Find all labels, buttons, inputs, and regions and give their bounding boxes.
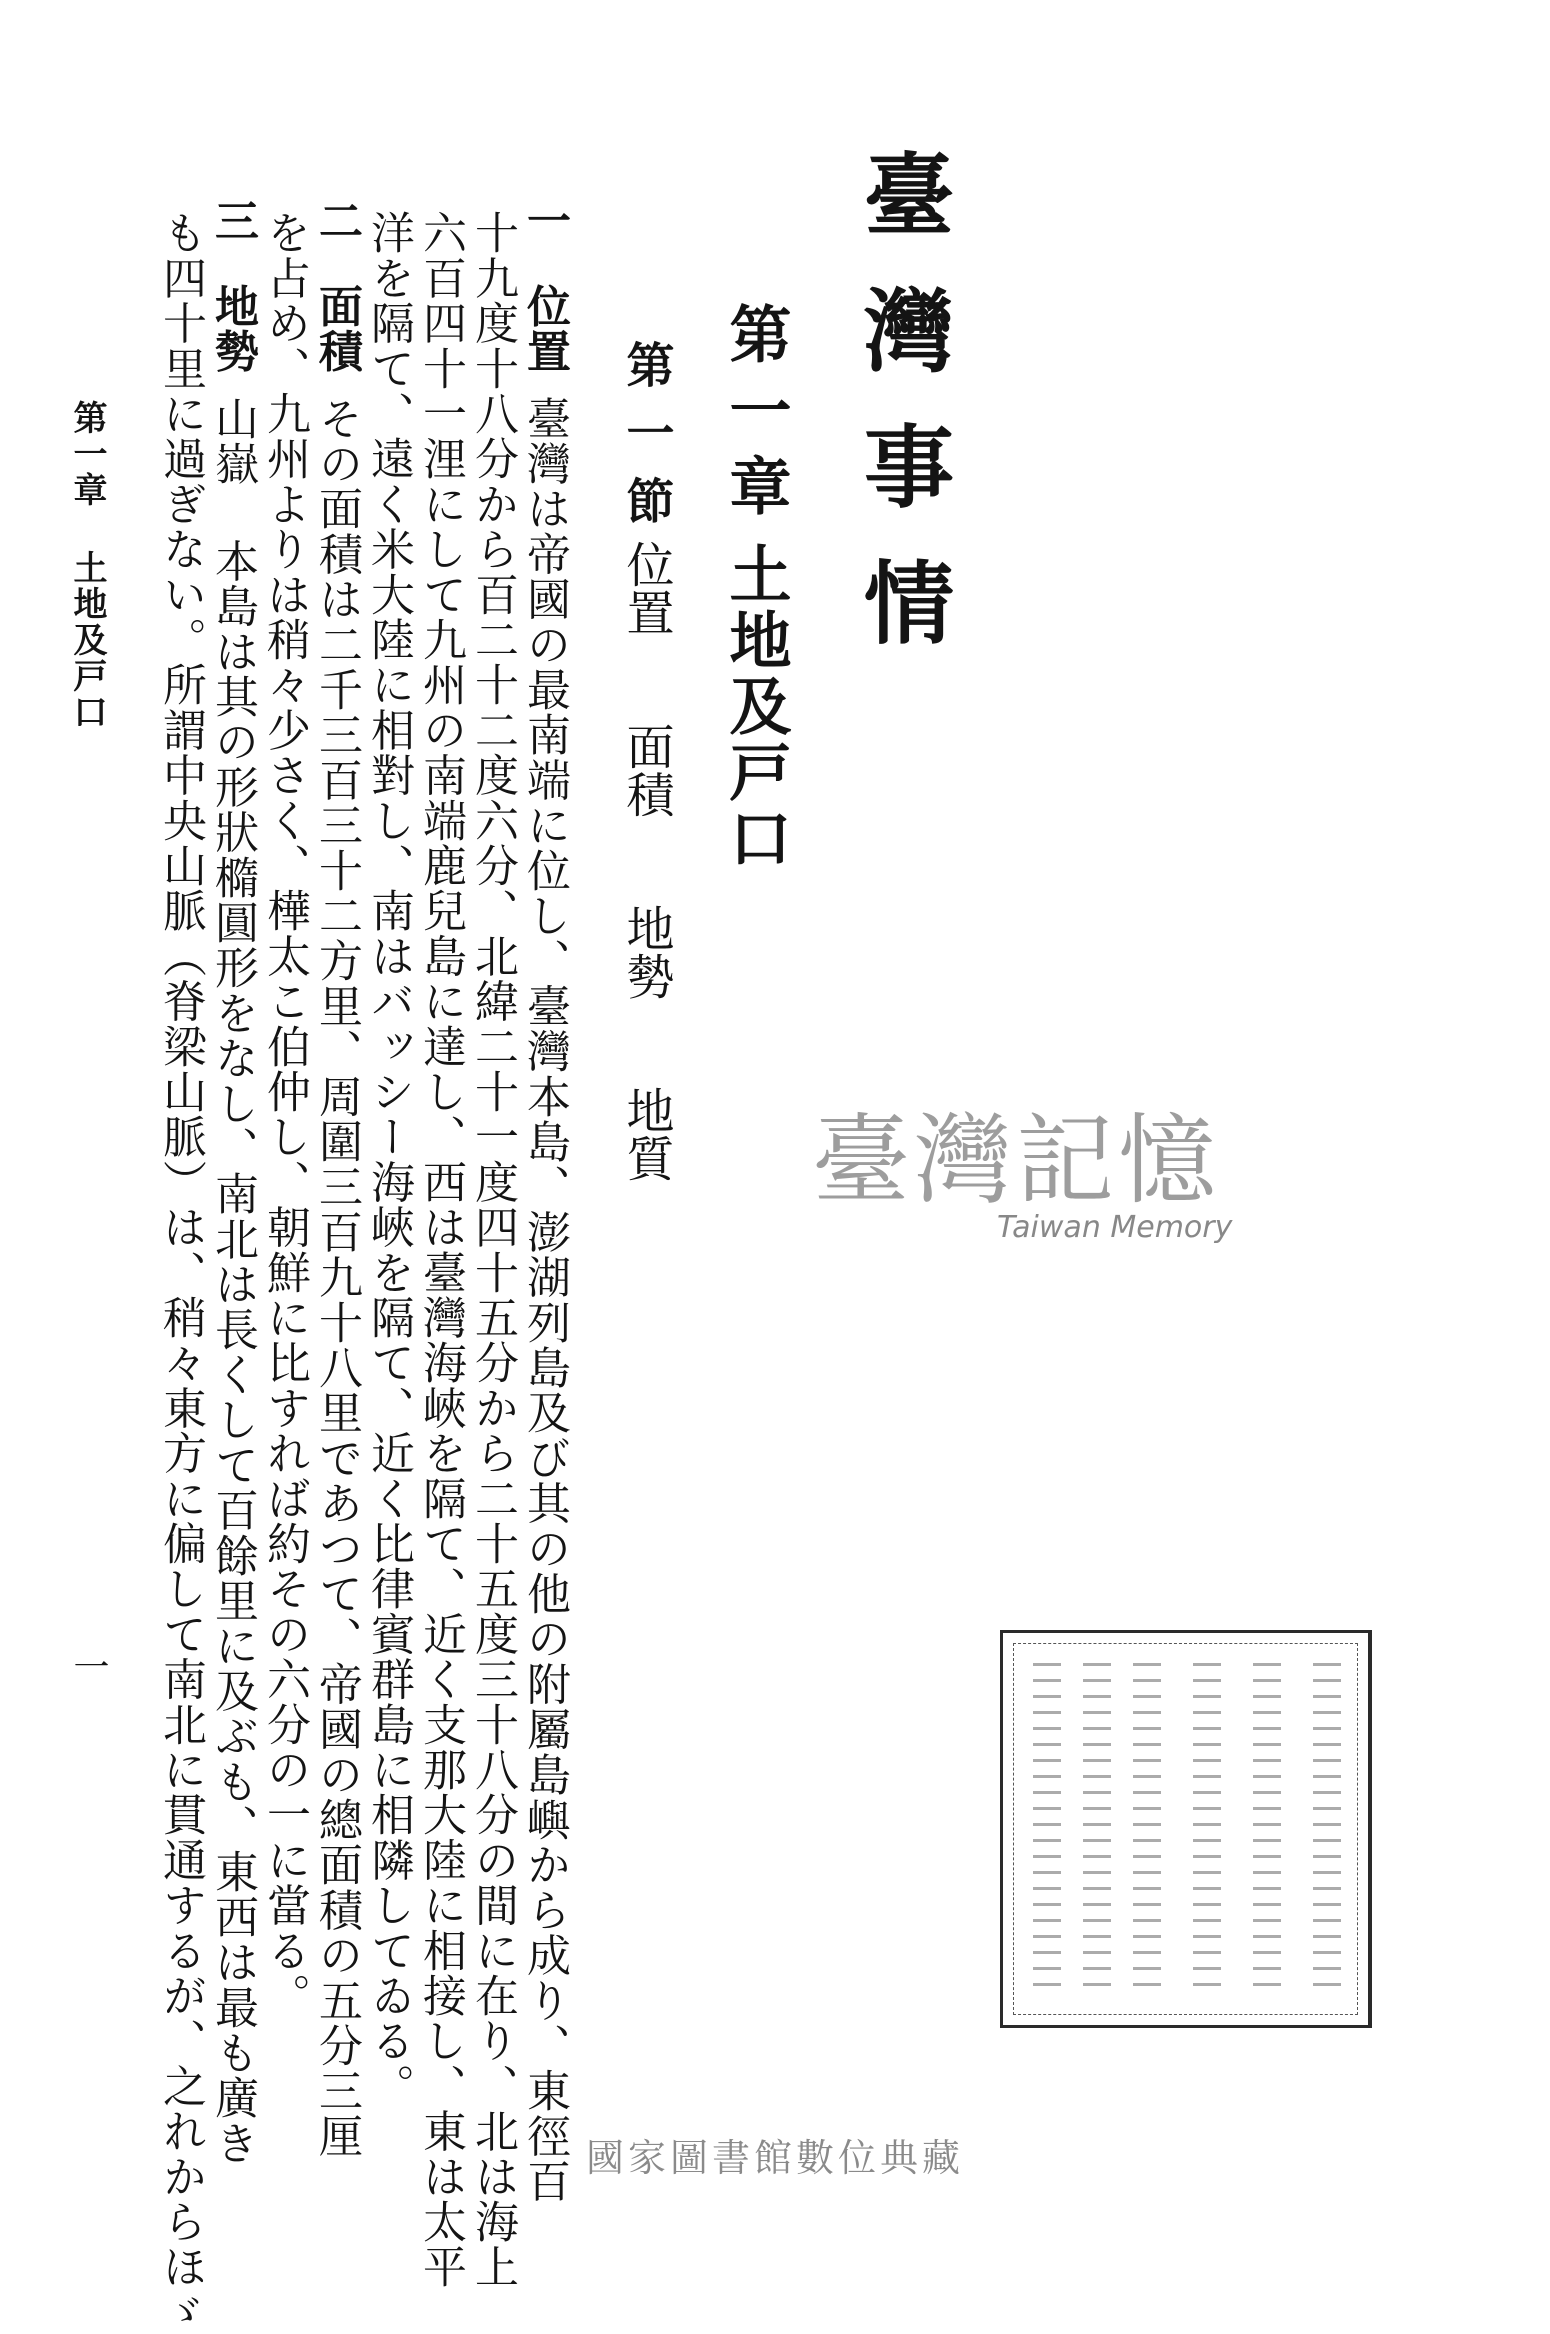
- paragraph-number: 一: [519, 198, 570, 244]
- watermark: [812, 1082, 1242, 1282]
- page-number: 一: [68, 1648, 109, 1684]
- section-topic: 地質: [618, 1086, 674, 1182]
- paragraph-heading: 地勢: [207, 283, 258, 374]
- paragraph-text: 山嶽 本島は其の形狀橢圓形をなし、南北は長くして百餘里に及ぶも、東西は最も廣き: [207, 395, 258, 2166]
- footer-credit: 國家圖書館數位典藏: [585, 2136, 964, 2180]
- chapter-title: 土地及戸口: [719, 542, 792, 872]
- watermark-logo: 臺灣記憶: [812, 1104, 1221, 1218]
- paragraph-heading: 面積: [311, 283, 362, 374]
- watermark-subtitle: Taiwan Memory: [997, 1210, 1233, 1245]
- paragraph-heading: 位置: [519, 283, 570, 374]
- paragraph-number: 二: [311, 198, 362, 244]
- section-topic: 地勢: [618, 904, 674, 1000]
- section-topic: 位置: [618, 540, 674, 636]
- library-stamp: [1000, 1630, 1372, 2028]
- section-topics: [618, 540, 674, 1182]
- chapter-label: 第一章: [719, 302, 792, 530]
- paragraph-3-line-1: [207, 198, 258, 2166]
- paragraph-2-line-1: [311, 198, 362, 2159]
- paragraph-text: 臺灣は帝國の最南端に位し、臺灣本島、澎湖列島及び其の他の附屬島嶼から成り、東徑百: [519, 395, 570, 2204]
- paragraph-1-line-2: 十九度十八分から百二十二度六分、北緯二十一度四十五分から二十五度三十八分の間に在り、北は海上: [467, 210, 518, 2290]
- paragraph-1-line-3: 六百四十一浬にして九州の南端鹿兒島に達し、西は臺灣海峽を隔て、近く支那大陸に相接し、東は太平: [415, 210, 466, 2290]
- section-label: 第一節: [618, 340, 674, 544]
- paragraph-1-line-1: [519, 198, 570, 2204]
- paragraph-1-line-4: 洋を隔て、遠く米大陸に相對し、南はバッシー海峽を隔て、近く比律賓群島に相隣してゐる。: [363, 210, 414, 2109]
- paragraph-text: その面積は二千三百三十二方里、周圍三百九十八里であつて、帝國の總面積の五分三厘: [311, 395, 362, 2159]
- paragraph-2-line-2: を占め、九州よりは稍々少さく、樺太こ伯仲し、朝鮮に比すれば約その六分の一に當る。: [259, 210, 310, 2018]
- paragraph-number: 三: [207, 198, 258, 244]
- running-header: 第一章 土地及戸口: [67, 400, 107, 730]
- section-topic: 面積: [618, 722, 674, 818]
- document-title: 臺灣事情: [848, 148, 953, 692]
- paragraph-3-line-2: も四十里に過ぎない。所謂中央山脈（脊梁山脈）は、稍々東方に偏して南北に貫通するが、之れからほゞ: [155, 210, 206, 2334]
